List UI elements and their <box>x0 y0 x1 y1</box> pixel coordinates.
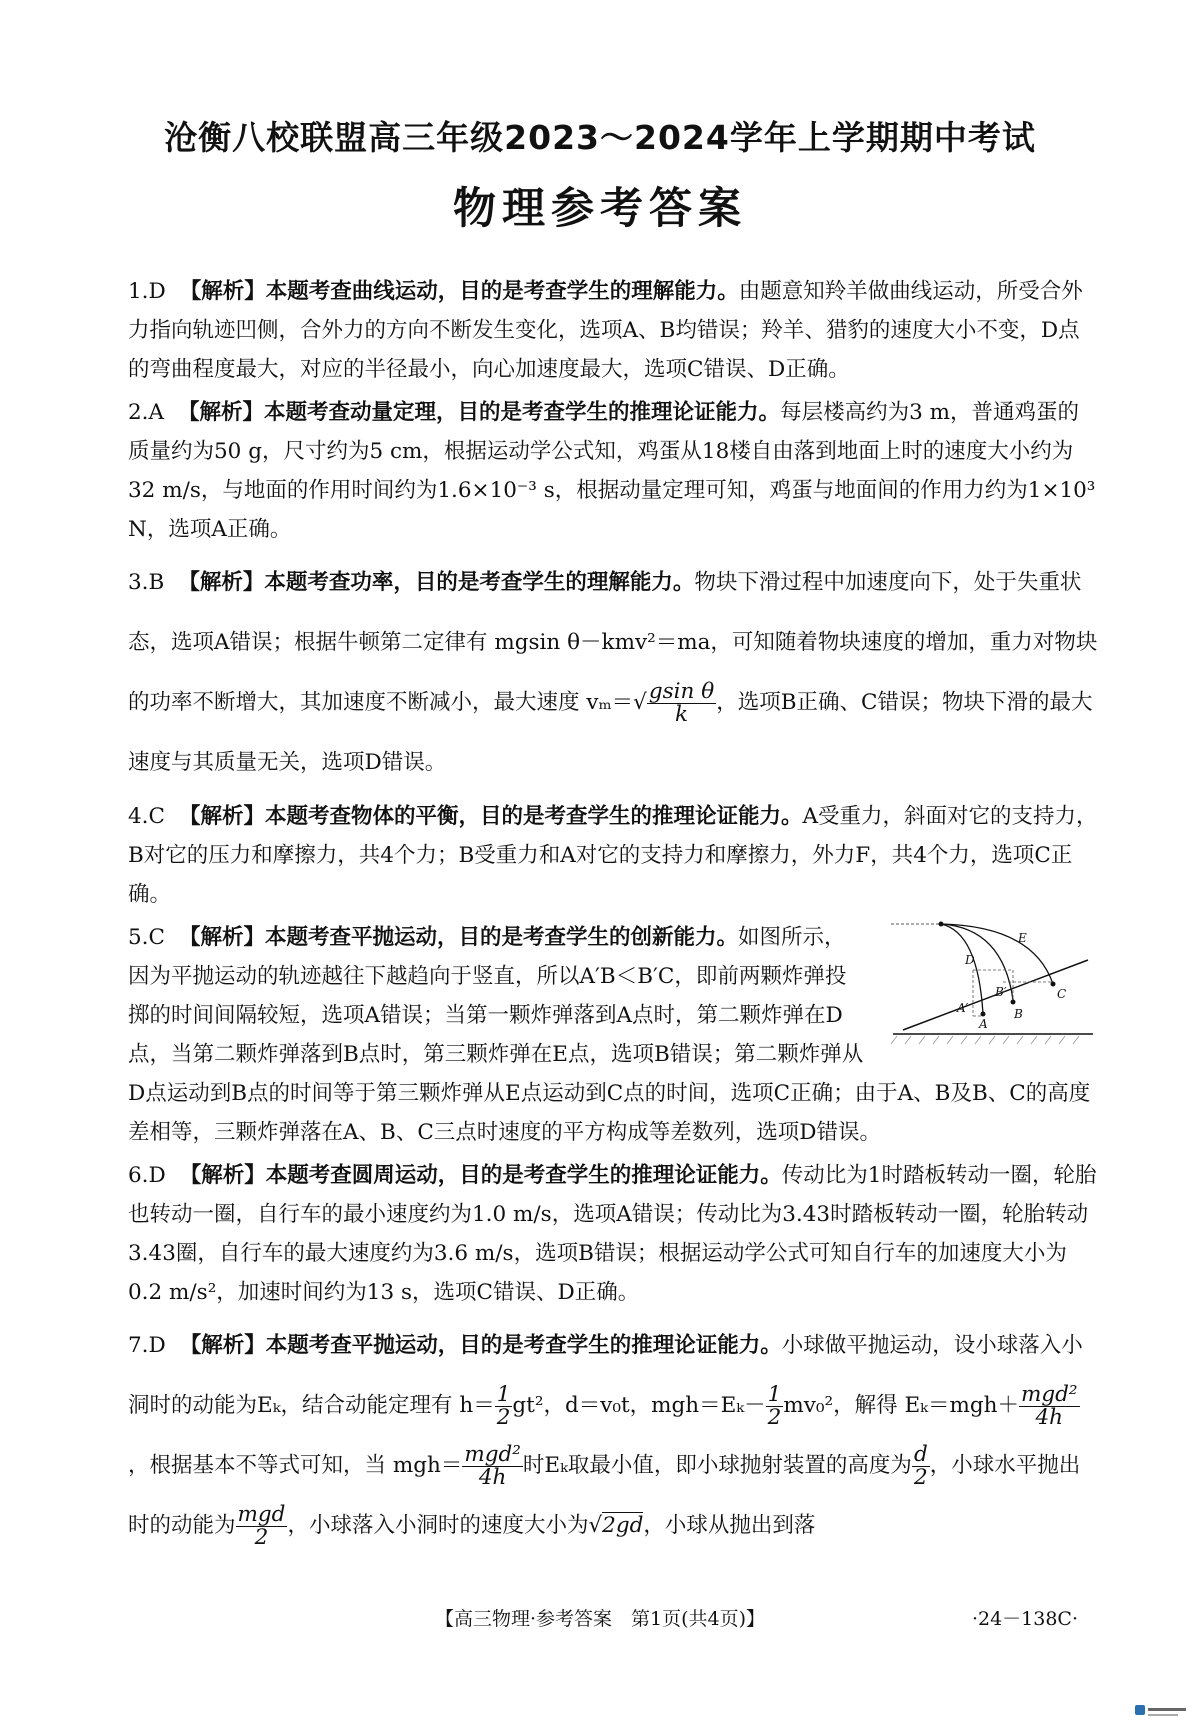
label-b: B <box>1014 1007 1023 1021</box>
label-e: E <box>1018 931 1027 945</box>
label-b-prime: B′ <box>995 985 1007 999</box>
question-1 <box>128 272 1098 389</box>
analysis-tag: 【解析】本题考查圆周运动，目的是考查学生的推理论证能力。 <box>179 1163 782 1188</box>
analysis-text: 如图所示，因为平抛运动的轨迹越往下越趋向于竖直，所以A′B＜B′C，即前两颗炸弹投掷的时间间隔较短，选项A错误；当第一颗炸弹落到A点时，第二颗炸弹在D点，当第二颗炸弹落到B点时，第三颗炸弹在E点，选项B错误；第二颗炸弹从D点运动到B点的时间等于第三颗炸弹从E点运动到C点的时间，选项C正确；由于A、B及B、C的高度差相等，三颗炸弹落在A、B、C三点时速度的平方构成等差数列，选项D错误。 <box>128 925 1091 1145</box>
scanner-watermark-icon <box>1134 1702 1188 1720</box>
analysis-tag: 【解析】本题考查平抛运动，目的是考查学生的创新能力。 <box>178 925 738 950</box>
analysis-text: ，根据基本不等式可知，当 mgh＝ <box>128 1453 463 1478</box>
label-a-prime: A′ <box>957 1001 969 1015</box>
exam-title: 沧衡八校联盟高三年级2023～2024学年上学期期中考试 <box>164 118 1036 157</box>
analysis-tag: 【解析】本题考查平抛运动，目的是考查学生的推理论证能力。 <box>179 1333 782 1358</box>
analysis-text: 小球做平抛运动，设小球落入小洞时的动能为Eₖ，结合动能定理有 h＝ <box>128 1333 1083 1418</box>
sqrt-expression: √2gd <box>588 1513 644 1538</box>
question-number: 7.D <box>128 1333 166 1358</box>
analysis-tag: 【解析】本题考查动量定理，目的是考查学生的推理论证能力。 <box>178 400 781 425</box>
analysis-text: mv₀²，解得 Eₖ＝mgh＋ <box>783 1393 1019 1418</box>
analysis-text: 每层楼高约为3 m，普通鸡蛋的质量约为50 g，尺寸约为5 cm，根据运动学公式知，鸡蛋从18楼自由落到地面上时的速度大小约为32 m/s，与地面的作用时间约为1.6×10⁻³ s，根据动量定理可知，鸡蛋与地面间的作用力约为1×10³ N，选项A正确。 <box>128 400 1096 542</box>
question-3 <box>128 553 1098 793</box>
analysis-tag: 【解析】本题考查功率，目的是考查学生的理解能力。 <box>178 570 695 595</box>
analysis-text: gt²，d＝v₀t，mgh＝Eₖ－ <box>512 1393 766 1418</box>
footer-page-info: 【高三物理·参考答案 第1页(共4页)】 <box>434 1608 766 1630</box>
question-5 <box>128 918 1098 1152</box>
question-2 <box>128 393 1098 549</box>
question-number: 1.D <box>128 279 166 304</box>
question-number: 3.B <box>128 570 165 595</box>
fraction-mgd-2: $\frac{\text{mgd}}{2}$ <box>237 1501 286 1550</box>
page-footer <box>0 1604 1200 1634</box>
question-number: 5.C <box>128 925 165 950</box>
footer-code: ·24－138C· <box>971 1608 1078 1630</box>
sqrt-denominator: k <box>675 701 689 727</box>
fraction-mgd2-4h: $\frac{\text{mgd²}}{4h}$ <box>464 1441 521 1490</box>
answer-body <box>128 272 1098 1560</box>
label-d: D <box>965 953 975 967</box>
answer-key-title: 物理参考答案 <box>453 184 747 234</box>
projectile-diagram <box>883 920 1098 1055</box>
analysis-tag: 【解析】本题考查曲线运动，目的是考查学生的理解能力。 <box>179 279 739 304</box>
label-a: A <box>979 1017 988 1031</box>
analysis-text: ，选项B正确、C错误；物块下滑的最大速度与其质量无关，选项D错误。 <box>128 690 1093 775</box>
analysis-tag: 【解析】本题考查物体的平衡，目的是考查学生的推理论证能力。 <box>178 804 803 829</box>
question-7 <box>128 1316 1098 1556</box>
analysis-text: 物块下滑过程中加速度向下，处于失重状态，选项A错误；根据牛顿第二定律有 mgsin θ－kmv²＝ma，可知随着物块速度的增加，重力对物块的功率不断增大，其加速度不断减小，最大速度 vₘ＝ <box>128 570 1098 715</box>
fraction-half: $\frac{1}{2}$ <box>767 1381 782 1430</box>
analysis-text: ，小球从抛出到落 <box>643 1513 816 1538</box>
question-4 <box>128 797 1098 914</box>
question-number: 6.D <box>128 1163 166 1188</box>
question-6 <box>128 1156 1098 1312</box>
analysis-text: 时Eₖ取最小值，即小球抛射装置的高度为 <box>522 1453 912 1478</box>
sqrt-expression: √ $\frac{\text{gsin θ}}{k}$ <box>633 678 715 727</box>
fraction-d-2: $\frac{d}{2}$ <box>913 1441 928 1490</box>
analysis-text: 传动比为1时踏板转动一圈，轮胎也转动一圈，自行车的最小速度约为1.0 m/s，选项A错误；传动比为3.43时踏板转动一圈，轮胎转动3.43圈，自行车的最大速度约为3.6 m/s，选项B错误；根据运动学公式可知自行车的加速度大小为0.2 m/s²，加速时间约为13 s，选项C错误、D正确。 <box>128 1163 1097 1305</box>
question-number: 2.A <box>128 400 165 425</box>
analysis-text: 由题意知羚羊做曲线运动，所受合外力指向轨迹凹侧，合外力的方向不断发生变化，选项A、B均错误；羚羊、猎豹的速度大小不变，D点的弯曲程度最大，对应的半径最小，向心加速度最大，选项C错误、D正确。 <box>128 279 1083 382</box>
fraction-half: $\frac{1}{2}$ <box>496 1381 511 1430</box>
sqrt-numerator: gsin θ <box>648 678 715 704</box>
question-number: 4.C <box>128 804 165 829</box>
label-c: C <box>1057 987 1067 1001</box>
fraction-mgd2-4h: $\frac{\text{mgd²}}{4h}$ <box>1020 1381 1078 1430</box>
analysis-text: ，小球水平抛出时的动能为 <box>128 1453 1081 1538</box>
analysis-text: A受重力，斜面对它的支持力，B对它的压力和摩擦力，共4个力；B受重力和A对它的支持力和摩擦力，外力F，共4个力，选项C正确。 <box>128 804 1098 907</box>
analysis-text: ，小球落入小洞时的速度大小为 <box>287 1513 589 1538</box>
